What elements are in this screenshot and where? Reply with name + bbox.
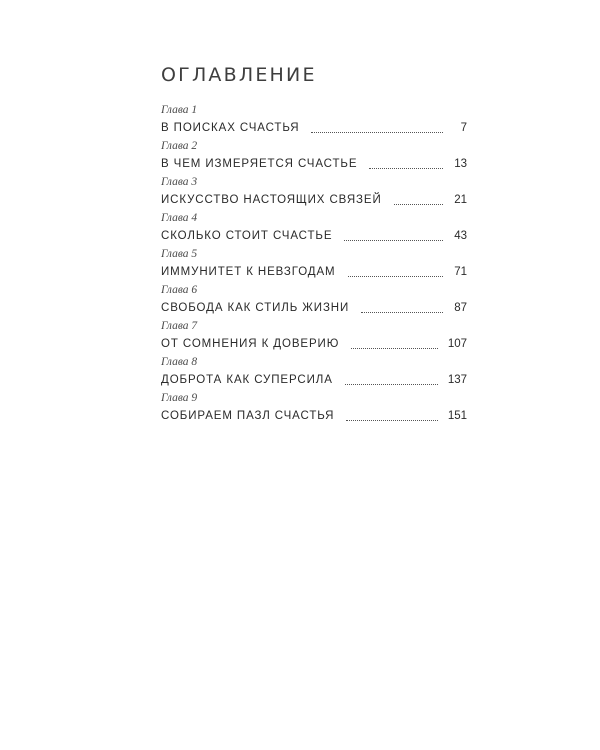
- chapter-label: Глава 8: [161, 356, 198, 368]
- page-number: 7: [460, 122, 467, 134]
- entry-line: [161, 371, 467, 389]
- entry-line: [161, 335, 467, 353]
- toc-heading: ОГЛАВЛЕНИЕ: [161, 64, 317, 86]
- toc-entry[interactable]: [161, 284, 467, 320]
- chapter-label: Глава 9: [161, 392, 198, 404]
- dot-leader: [344, 240, 443, 241]
- entry-line: [161, 299, 467, 317]
- page-number: 43: [454, 230, 467, 242]
- chapter-title: ДОБРОТА КАК СУПЕРСИЛА: [161, 374, 333, 386]
- chapter-label: Глава 3: [161, 176, 198, 188]
- chapter-title: ОТ СОМНЕНИЯ К ДОВЕРИЮ: [161, 338, 340, 350]
- page-number: 71: [454, 266, 467, 278]
- page-number: 87: [454, 302, 467, 314]
- page-number: 13: [454, 158, 467, 170]
- page-number: 107: [447, 338, 467, 350]
- chapter-title: В ЧЕМ ИЗМЕРЯЕТСЯ СЧАСТЬЕ: [161, 158, 358, 170]
- dot-leader: [361, 312, 443, 313]
- toc-list: [161, 104, 467, 428]
- chapter-title: СВОБОДА КАК СТИЛЬ ЖИЗНИ: [161, 302, 350, 314]
- page-number: 151: [447, 410, 467, 422]
- toc-entry[interactable]: [161, 212, 467, 248]
- dot-leader: [311, 132, 443, 133]
- chapter-title: ИСКУССТВО НАСТОЯЩИХ СВЯЗЕЙ: [161, 194, 382, 206]
- entry-line: [161, 227, 467, 245]
- chapter-label: Глава 1: [161, 104, 198, 116]
- chapter-label: Глава 4: [161, 212, 198, 224]
- chapter-label: Глава 2: [161, 140, 198, 152]
- chapter-label: Глава 6: [161, 284, 198, 296]
- toc-entry[interactable]: [161, 140, 467, 176]
- dot-leader: [346, 420, 437, 421]
- toc-entry[interactable]: [161, 392, 467, 428]
- toc-entry[interactable]: [161, 176, 467, 212]
- entry-line: [161, 155, 467, 173]
- toc-entry[interactable]: [161, 248, 467, 284]
- toc-entry[interactable]: [161, 356, 467, 392]
- entry-line: [161, 407, 467, 425]
- dot-leader: [345, 384, 438, 385]
- dot-leader: [348, 276, 443, 277]
- page-number: 21: [454, 194, 467, 206]
- toc-entry[interactable]: [161, 104, 467, 140]
- chapter-title: ИММУНИТЕТ К НЕВЗГОДАМ: [161, 266, 336, 278]
- dot-leader: [351, 348, 438, 349]
- toc-entry[interactable]: [161, 320, 467, 356]
- page-number: 137: [447, 374, 467, 386]
- chapter-title: В ПОИСКАХ СЧАСТЬЯ: [161, 122, 300, 134]
- chapter-title: СОБИРАЕМ ПАЗЛ СЧАСТЬЯ: [161, 410, 335, 422]
- entry-line: [161, 119, 467, 137]
- entry-line: [161, 263, 467, 281]
- entry-line: [161, 191, 467, 209]
- dot-leader: [394, 204, 443, 205]
- dot-leader: [369, 168, 443, 169]
- chapter-label: Глава 5: [161, 248, 198, 260]
- chapter-title: СКОЛЬКО СТОИТ СЧАСТЬЕ: [161, 230, 333, 242]
- chapter-label: Глава 7: [161, 320, 198, 332]
